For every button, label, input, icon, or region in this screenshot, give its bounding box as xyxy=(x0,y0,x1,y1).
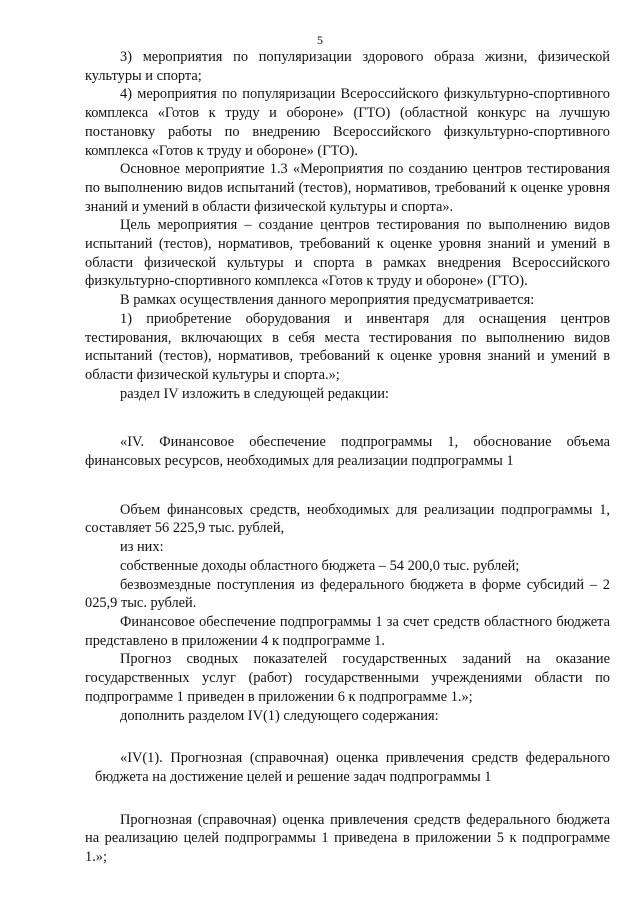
paragraph-of-which: из них: xyxy=(120,539,164,556)
page-number: 5 xyxy=(317,33,323,47)
paragraph-main-event-1-3: Основное мероприятие 1.3 «Мероприятия по созданию центров тестирования по выполнению видов испытаний (тестов), нормативов, требований к оценке уровня знаний и умений в области физической культуры и спорта». xyxy=(85,161,610,215)
spacer xyxy=(85,787,610,811)
paragraph-item-3: 3) мероприятия по популяризации здорового образа жизни, физической культуры и спорта; xyxy=(85,49,610,84)
spacer xyxy=(85,725,610,749)
paragraph-equipment-purchase: 1) приобретение оборудования и инвентаря для оснащения центров тестирования, включающих в себя места тестирования по выполнению видов испытаний (тестов), нормативов, требований к оценке уровня знаний и умений в области физической культуры и спорта.»; xyxy=(85,310,610,383)
section-iv-heading: «IV. Финансовое обеспечение подпрограммы 1, обоснование объема финансовых ресурсов, необходимых для реализации подпрограммы 1 xyxy=(85,434,610,470)
paragraph-state-tasks-forecast: Прогноз сводных показателей государственных заданий на оказание государственных услуг (работ) государственными учреждениями области по подпрограмме 1 приведен в приложении 6 к подпрограмме 1.»; xyxy=(85,651,610,705)
paragraph-federal-subsidies: безвозмездные поступления из федерального бюджета в форме субсидий – 2 025,9 тыс. рублей. xyxy=(85,576,610,612)
paragraph-event-framework: В рамках осуществления данного мероприятия предусматривается: xyxy=(120,292,535,309)
paragraph-event-goal: Цель мероприятия – создание центров тестирования по выполнению видов испытаний (тестов), нормативов, требований к оценке уровня знаний и умений в области физической культуры и спорта в рамках внедрения Всероссийского физкультурно-спортивного комплекса «Готов к труду и обороне» (ГТО). xyxy=(85,217,610,290)
document-body xyxy=(85,48,610,867)
paragraph-regional-budget-appendix: Финансовое обеспечение подпрограммы 1 за счет средств областного бюджета представлено в приложении 4 к подпрограмме 1. xyxy=(85,613,610,649)
paragraph-item-4: 4) мероприятия по популяризации Всероссийского физкультурно-спортивного комплекса «Готов к труду и обороне» (ГТО) (областной конкурс на лучшую постановку работы по внедрению Всероссийского физкультурно-спортивного комплекса «Готов к труду и обороне» (ГТО). xyxy=(85,86,610,159)
paragraph-section-iv-instruction: раздел IV изложить в следующей редакции: xyxy=(120,385,389,402)
paragraph-own-revenues: собственные доходы областного бюджета – 54 200,0 тыс. рублей; xyxy=(120,557,520,574)
paragraph-section-iv1-instruction: дополнить разделом IV(1) следующего содержания: xyxy=(120,707,439,724)
paragraph-federal-funds-estimate: Прогнозная (справочная) оценка привлечения средств федерального бюджета на реализацию целей подпрограммы 1 приведена в приложении 5 к подпрограмме 1.»; xyxy=(85,811,610,866)
section-iv1-heading: «IV(1). Прогнозная (справочная) оценка привлечения средств федерального бюджета на достижение целей и решение задач подпрограммы 1 xyxy=(95,750,610,785)
paragraph-financing-volume: Объем финансовых средств, необходимых для реализации подпрограммы 1, составляет 56 225,9 тыс. рублей, xyxy=(85,501,610,537)
spacer xyxy=(85,403,610,433)
spacer xyxy=(85,471,610,501)
